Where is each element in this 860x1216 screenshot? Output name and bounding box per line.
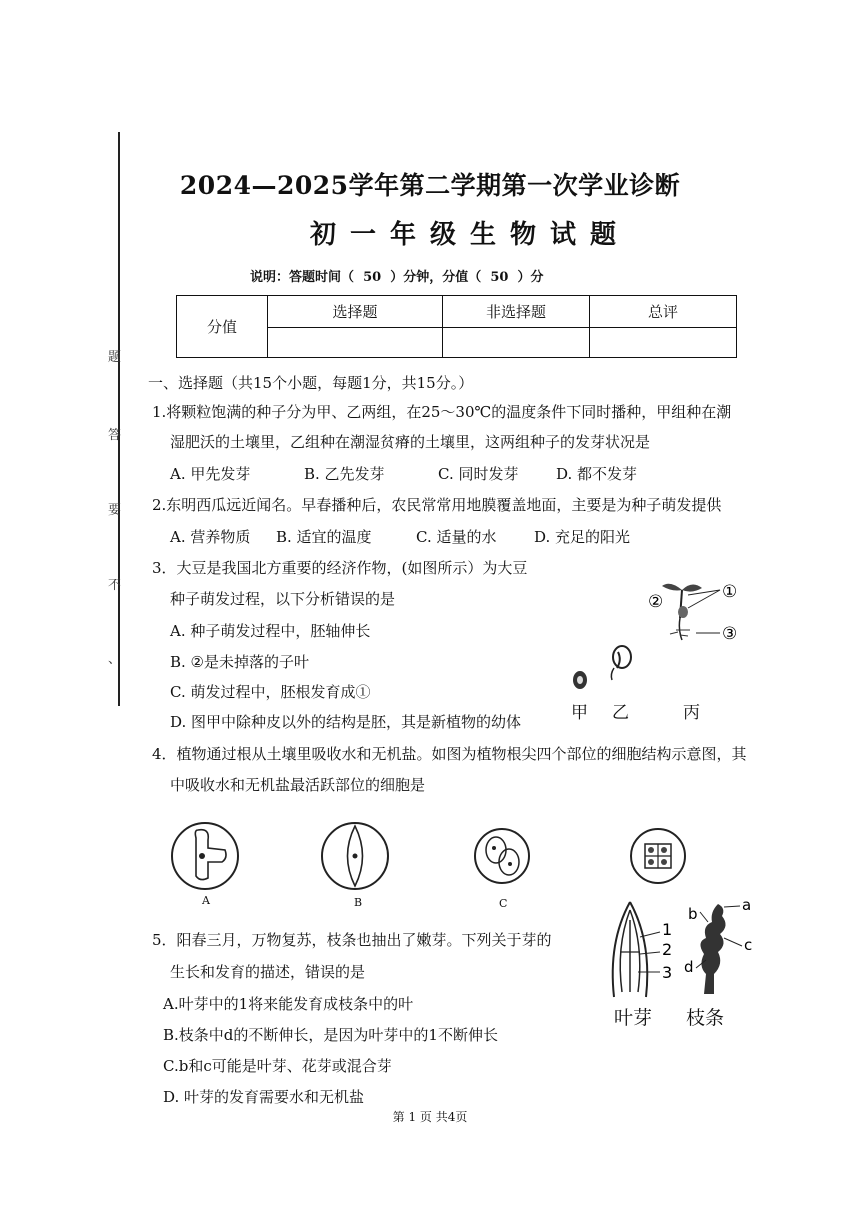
mark-2: ② <box>648 592 664 612</box>
q1-option-b: B. 乙先发芽 <box>304 465 385 483</box>
exam-note <box>250 266 710 285</box>
binding-mark: 、 <box>108 652 122 667</box>
figure-label-yi: 乙 <box>612 703 629 723</box>
cell-b-drawing <box>322 823 388 889</box>
mark-3: 3 <box>662 963 673 982</box>
exam-title: 2024—2025学年第二学期第一次学业诊断 <box>179 171 681 200</box>
q5-stem-line2: 生长和发育的描述，错误的是 <box>170 963 366 981</box>
q5-option-b: B.枝条中d的不断伸长，是因为叶芽中的1不断伸长 <box>163 1026 498 1044</box>
q5-stem-line1: 5．阳春三月，万物复苏，枝条也抽出了嫩芽。下列关于芽的 <box>152 931 552 949</box>
figure-label-leaf-bud: 叶芽 <box>614 1007 653 1029</box>
note-time: 50 <box>363 270 382 285</box>
note-prefix: 说明：答题时间（ <box>250 270 355 285</box>
figure-label-jia: 甲 <box>571 703 588 723</box>
soybean-germination-figure <box>560 570 760 720</box>
mark-1: ① <box>722 582 738 602</box>
root-cells-figure <box>170 818 690 898</box>
seed-jia-drawing <box>573 671 587 689</box>
mark-a: a <box>742 896 752 914</box>
note-suffix: ）分 <box>517 270 544 285</box>
figure-label-branch: 枝条 <box>686 1007 725 1029</box>
seed-yi-drawing <box>611 646 631 680</box>
cell-label-c: C <box>499 897 508 910</box>
q5-option-c: C.b和c可能是叶芽、花芽或混合芽 <box>163 1057 392 1075</box>
cell-c-drawing <box>475 829 529 883</box>
score-row-label: 分值 <box>177 296 268 358</box>
binding-mark: 不 <box>108 578 122 593</box>
bud-branch-figure <box>600 892 770 1004</box>
seedling-bing-drawing <box>662 584 720 640</box>
cell-label-a: A <box>202 894 210 907</box>
q2-option-a: A. 营养物质 <box>170 528 251 546</box>
mark-3: ③ <box>722 624 738 644</box>
mark-c: c <box>744 936 753 954</box>
q1-option-c: C. 同时发芽 <box>438 465 519 483</box>
q1-stem-line2: 湿肥沃的土壤里，乙组种在潮湿贫瘠的土壤里，这两组种子的发芽状况是 <box>170 433 651 451</box>
page-number: 第 1 页 共4页 <box>392 1110 468 1124</box>
q5-option-a: A.叶芽中的1将来能发育成枝条中的叶 <box>163 995 414 1013</box>
binding-mark: 答 <box>108 428 122 443</box>
binding-mark: 题 <box>108 350 122 365</box>
q2-stem: 2.东明西瓜远近闻名。早春播种后，农民常常用地膜覆盖地面，主要是为种子萌发提供 <box>152 496 722 514</box>
q3-option-b: B. ②是未掉落的子叶 <box>170 653 310 671</box>
q2-option-d: D. 充足的阳光 <box>534 528 631 546</box>
score-cell-choice[interactable] <box>268 328 443 358</box>
q2-option-b: B. 适宜的温度 <box>276 528 372 546</box>
cell-label-b: B <box>354 896 363 909</box>
exam-subtitle: 初一年级生物试题 <box>309 220 630 250</box>
binding-mark: 要 <box>108 503 122 518</box>
q3-stem-line2: 种子萌发过程，以下分析错误的是 <box>170 590 396 608</box>
note-score: 50 <box>490 270 509 285</box>
q3-option-c: C. 萌发过程中，胚根发育成① <box>170 683 371 701</box>
leaf-bud-drawing <box>613 902 660 997</box>
q3-stem-line1: 3．大豆是我国北方重要的经济作物，(如图所示）为大豆 <box>152 559 528 577</box>
score-cell-nonchoice[interactable] <box>443 328 590 358</box>
q2-option-c: C. 适量的水 <box>416 528 497 546</box>
q4-stem-line2: 中吸收水和无机盐最活跃部位的细胞是 <box>170 776 426 794</box>
q1-stem-line1: 1.将颗粒饱满的种子分为甲、乙两组，在25～30℃的温度条件下同时播种，甲组种在潮 <box>152 403 732 421</box>
q3-option-a: A. 种子萌发过程中，胚轴伸长 <box>170 622 371 640</box>
score-table <box>176 295 737 358</box>
score-cell-total[interactable] <box>590 328 737 358</box>
mark-b: b <box>688 905 698 923</box>
section-heading: 一、选择题（共15个小题，每题1分，共15分。） <box>148 374 474 392</box>
q1-option-a: A. 甲先发芽 <box>170 465 251 483</box>
cell-d-drawing <box>631 829 685 883</box>
score-header-nonchoice: 非选择题 <box>443 296 590 328</box>
score-header-total: 总评 <box>590 296 737 328</box>
q4-stem-line1: 4．植物通过根从土壤里吸收水和无机盐。如图为植物根尖四个部位的细胞结构示意图，其 <box>152 745 747 763</box>
score-header-choice: 选择题 <box>268 296 443 328</box>
figure-label-bing: 丙 <box>683 703 700 723</box>
q3-option-d: D. 图甲中除种皮以外的结构是胚，其是新植物的幼体 <box>170 713 522 731</box>
mark-2: 2 <box>662 940 673 959</box>
mark-1: 1 <box>662 920 673 939</box>
q5-option-d: D. 叶芽的发育需要水和无机盐 <box>163 1088 365 1106</box>
cell-a-drawing <box>172 823 238 889</box>
q1-option-d: D. 都不发芽 <box>556 465 638 483</box>
note-mid: ）分钟，分值（ <box>390 270 482 285</box>
branch-drawing <box>696 904 742 994</box>
mark-d: d <box>684 958 694 976</box>
